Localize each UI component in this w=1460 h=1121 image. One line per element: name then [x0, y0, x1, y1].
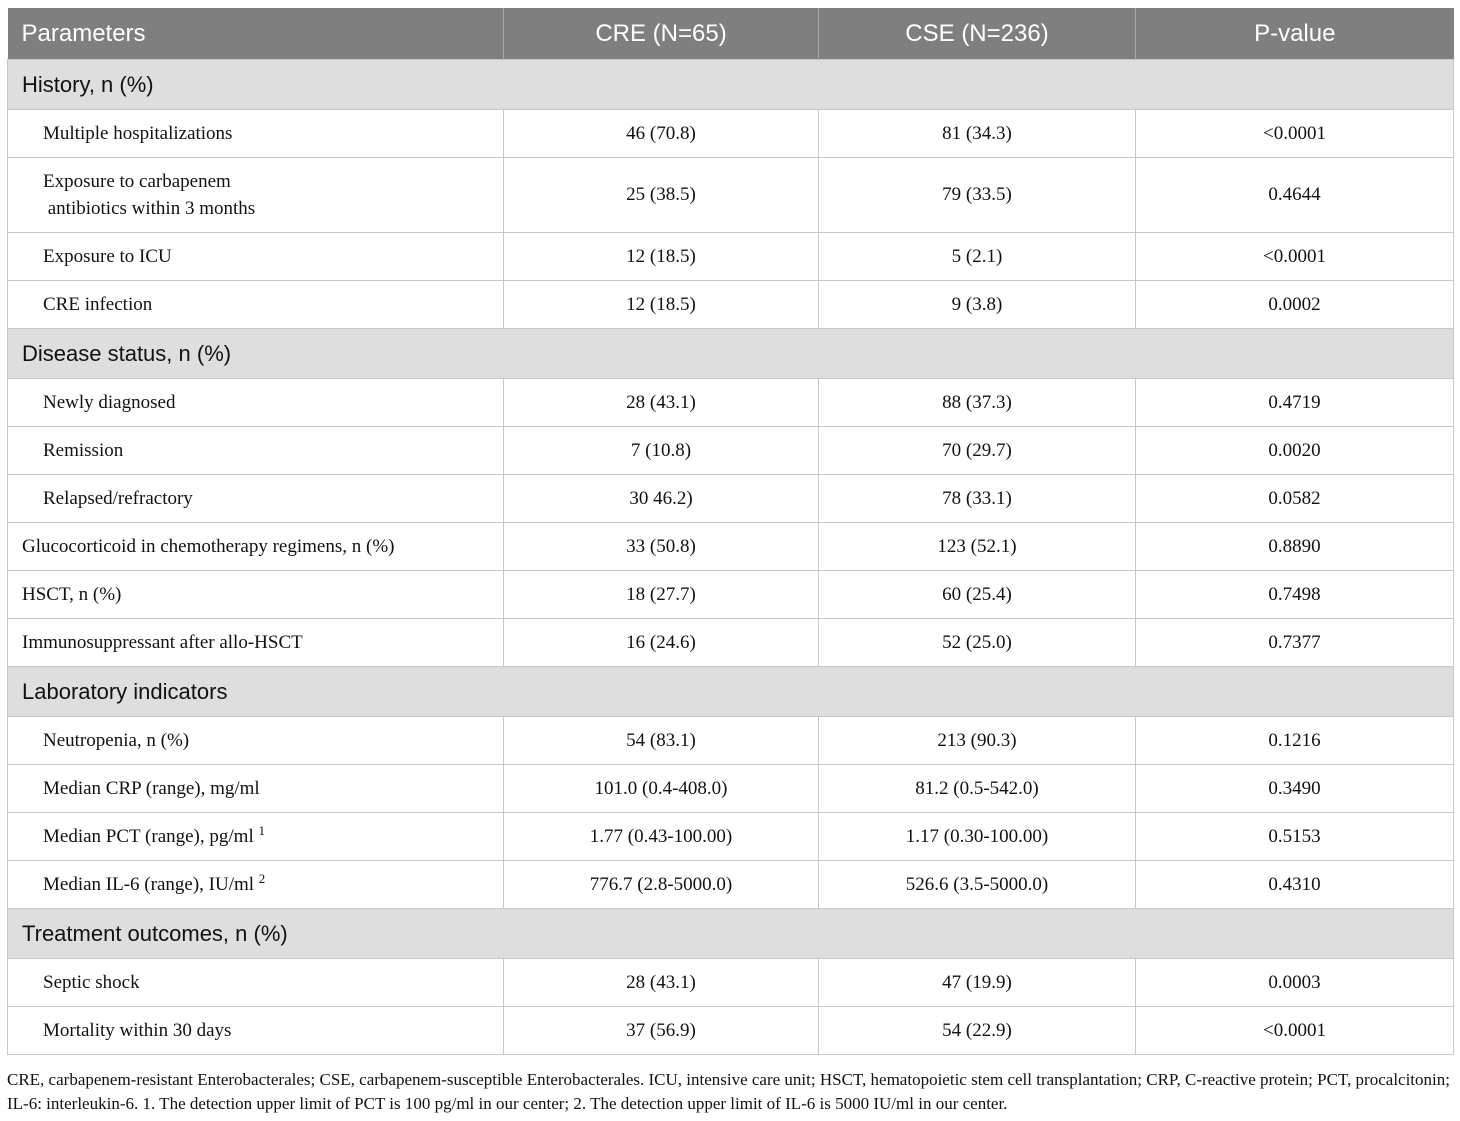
table-row: [8, 959, 1454, 1007]
table-row: [8, 110, 1454, 158]
row-label: Multiple hospitalizations: [8, 110, 504, 158]
cre-value: 33 (50.8): [504, 523, 819, 571]
p-value: 0.4719: [1136, 379, 1454, 427]
row-label: [8, 813, 504, 861]
row-label: Relapsed/refractory: [8, 475, 504, 523]
cse-value: 47 (19.9): [819, 959, 1136, 1007]
section-laboratory: Laboratory indicators: [8, 667, 1454, 717]
p-value: 0.4644: [1136, 158, 1454, 233]
row-label: HSCT, n (%): [8, 571, 504, 619]
section-outcomes: Treatment outcomes, n (%): [8, 909, 1454, 959]
cre-value: 776.7 (2.8-5000.0): [504, 861, 819, 909]
row-label: Septic shock: [8, 959, 504, 1007]
table-row: [8, 379, 1454, 427]
row-label: Neutropenia, n (%): [8, 717, 504, 765]
cse-value: 5 (2.1): [819, 233, 1136, 281]
table-row: [8, 619, 1454, 667]
cre-value: 46 (70.8): [504, 110, 819, 158]
cre-value: 25 (38.5): [504, 158, 819, 233]
table-row: [8, 281, 1454, 329]
cre-value: 18 (27.7): [504, 571, 819, 619]
table-row: [8, 233, 1454, 281]
p-value: 0.0020: [1136, 427, 1454, 475]
p-value: 0.8890: [1136, 523, 1454, 571]
header-row: [8, 8, 1454, 60]
cse-value: 526.6 (3.5-5000.0): [819, 861, 1136, 909]
row-label: [8, 861, 504, 909]
row-label: Mortality within 30 days: [8, 1007, 504, 1055]
cse-value: 1.17 (0.30-100.00): [819, 813, 1136, 861]
cse-value: 81.2 (0.5-542.0): [819, 765, 1136, 813]
section-row: [8, 60, 1454, 110]
table-row: [8, 571, 1454, 619]
data-table: [7, 8, 1454, 1055]
row-label: [8, 158, 504, 233]
row-label-text: Median IL-6 (range), IU/ml: [43, 873, 255, 895]
header-cse: CSE (N=236): [819, 8, 1136, 60]
cse-value: 78 (33.1): [819, 475, 1136, 523]
p-value: 0.0003: [1136, 959, 1454, 1007]
cse-value: 79 (33.5): [819, 158, 1136, 233]
cre-value: 12 (18.5): [504, 281, 819, 329]
cre-value: 30 46.2): [504, 475, 819, 523]
section-row: [8, 329, 1454, 379]
table-row: [8, 717, 1454, 765]
table-row: [8, 475, 1454, 523]
cse-value: 54 (22.9): [819, 1007, 1136, 1055]
cre-value: 1.77 (0.43-100.00): [504, 813, 819, 861]
cse-value: 213 (90.3): [819, 717, 1136, 765]
p-value: 0.3490: [1136, 765, 1454, 813]
p-value: <0.0001: [1136, 1007, 1454, 1055]
p-value: 0.7377: [1136, 619, 1454, 667]
cre-value: 28 (43.1): [504, 379, 819, 427]
footnote-marker: 1: [258, 822, 265, 838]
row-label: Exposure to ICU: [8, 233, 504, 281]
p-value: 0.5153: [1136, 813, 1454, 861]
row-label-line2: antibiotics within 3 months: [47, 198, 256, 219]
table-row: [8, 813, 1454, 861]
row-label: Glucocorticoid in chemotherapy regimens, n (%): [8, 523, 504, 571]
cse-value: 60 (25.4): [819, 571, 1136, 619]
cse-value: 52 (25.0): [819, 619, 1136, 667]
footnote-marker: 2: [258, 870, 266, 886]
cse-value: 9 (3.8): [819, 281, 1136, 329]
table-row: [8, 158, 1454, 233]
table-container: [7, 8, 1453, 1055]
table-row: [8, 1007, 1454, 1055]
cre-value: 37 (56.9): [504, 1007, 819, 1055]
cre-value: 54 (83.1): [504, 717, 819, 765]
section-row: [8, 667, 1454, 717]
row-label: Median CRP (range), mg/ml: [8, 765, 504, 813]
header-parameters: Parameters: [8, 8, 504, 60]
header-cre: CRE (N=65): [504, 8, 819, 60]
cse-value: 70 (29.7): [819, 427, 1136, 475]
table-row: [8, 861, 1454, 909]
table-footnote: CRE, carbapenem-resistant Enterobacterales; CSE, carbapenem-susceptible Enterobacterales. ICU, intensive care unit; HSCT, hematopoietic stem cell transplantation; CRP, C-reactive protein; PCT, procalcitonin; IL-6: interleukin-6. 1. The detection upper limit of PCT is 100 pg/ml in our center; 2. The detection upper limit of IL-6 is 5000 IU/ml in our center.: [7, 1070, 1450, 1113]
cre-value: 16 (24.6): [504, 619, 819, 667]
row-label-text: Median PCT (range), pg/ml: [43, 825, 254, 847]
row-label: Newly diagnosed: [8, 379, 504, 427]
p-value: <0.0001: [1136, 233, 1454, 281]
cse-value: 81 (34.3): [819, 110, 1136, 158]
cse-value: 88 (37.3): [819, 379, 1136, 427]
cre-value: 101.0 (0.4-408.0): [504, 765, 819, 813]
row-label: CRE infection: [8, 281, 504, 329]
cre-value: 12 (18.5): [504, 233, 819, 281]
p-value: 0.0002: [1136, 281, 1454, 329]
p-value: 0.7498: [1136, 571, 1454, 619]
row-label: Immunosuppressant after allo-HSCT: [8, 619, 504, 667]
table-row: [8, 523, 1454, 571]
section-disease-status: Disease status, n (%): [8, 329, 1454, 379]
p-value: 0.0582: [1136, 475, 1454, 523]
cse-value: 123 (52.1): [819, 523, 1136, 571]
p-value: 0.1216: [1136, 717, 1454, 765]
header-p-value: P-value: [1136, 8, 1454, 60]
section-row: [8, 909, 1454, 959]
table-row: [8, 427, 1454, 475]
row-label: Remission: [8, 427, 504, 475]
cre-value: 7 (10.8): [504, 427, 819, 475]
section-history: History, n (%): [8, 60, 1454, 110]
row-label-line1: Exposure to carbapenem: [43, 171, 231, 192]
table-row: [8, 765, 1454, 813]
cre-value: 28 (43.1): [504, 959, 819, 1007]
p-value: 0.4310: [1136, 861, 1454, 909]
p-value: <0.0001: [1136, 110, 1454, 158]
